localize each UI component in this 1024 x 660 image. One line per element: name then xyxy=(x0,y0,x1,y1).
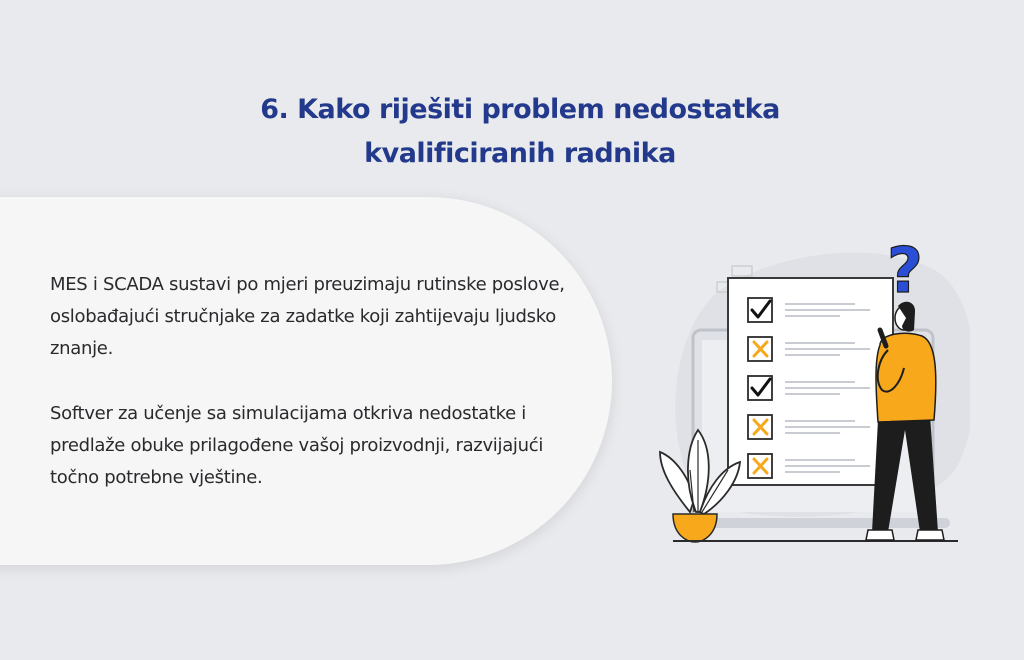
page-title xyxy=(0,88,1024,176)
paragraph-2: Softver za učenje sa simulacijama otkriva nedostatke i predlaže obuke prilagođene vašoj proizvodnji, razvijajući točno potrebne vještine. xyxy=(50,403,544,488)
paragraph-1: MES i SCADA sustavi po mjeri preuzimaju rutinske poslove, oslobađajući stručnjake za zadatke koji zahtijevaju ljudsko znanje. xyxy=(50,274,565,359)
content-card xyxy=(0,197,612,565)
checklist-illustration xyxy=(645,235,970,550)
page-title-line-1: 6. Kako riješiti problem nedostatka xyxy=(260,94,780,126)
question-mark-icon: ? xyxy=(887,235,923,307)
page-title-line-2: kvalificiranih radnika xyxy=(364,138,676,170)
